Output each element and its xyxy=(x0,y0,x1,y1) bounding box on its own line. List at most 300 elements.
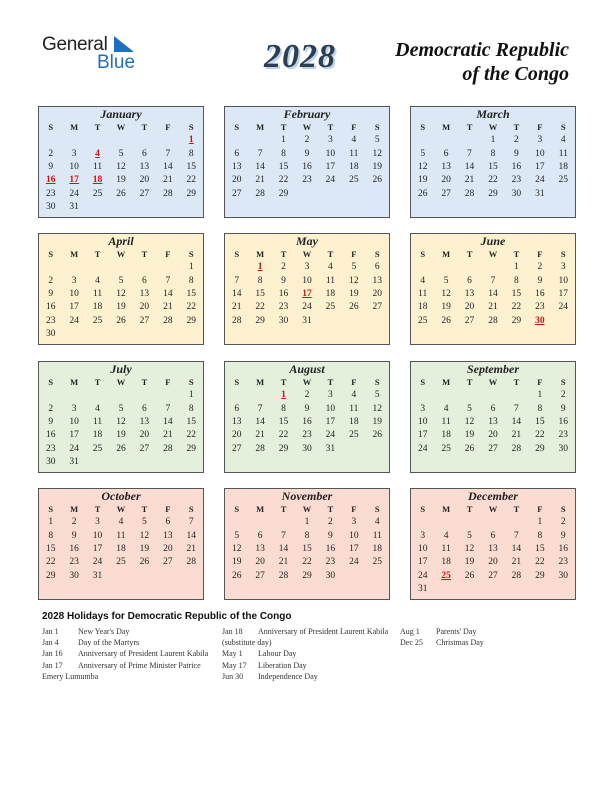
month-april xyxy=(38,233,204,345)
weekday-header: W xyxy=(488,377,498,387)
day-cell: 22 xyxy=(255,302,265,313)
day-cell: 7 xyxy=(188,517,194,528)
day-cell: 30 xyxy=(45,329,56,340)
day-cell: 18 xyxy=(92,430,103,441)
day-cell: 29 xyxy=(511,315,522,326)
day-cell: 19 xyxy=(116,175,126,186)
day-cell: 17 xyxy=(325,161,336,172)
day-cell: 3 xyxy=(71,275,77,286)
weekday-header: M xyxy=(256,504,265,514)
day-cell: 14 xyxy=(511,416,522,427)
weekday-header: W xyxy=(116,122,126,132)
weekday-header: M xyxy=(442,249,451,259)
day-cell: 3 xyxy=(328,135,333,146)
holiday-name: Labour Day xyxy=(258,649,297,659)
day-cell: 18 xyxy=(349,416,359,427)
day-cell: 1 xyxy=(48,517,54,528)
day-cell: 10 xyxy=(535,148,545,159)
day-cell: 28 xyxy=(163,188,173,199)
empty-cell xyxy=(552,188,575,201)
weekday-header: T xyxy=(327,122,334,132)
day-cell: 4 xyxy=(95,403,100,414)
day-cell: 2 xyxy=(537,262,543,273)
day-cell: 24 xyxy=(302,302,312,313)
day-cell: 16 xyxy=(45,430,56,441)
month-march xyxy=(410,106,576,218)
holiday-day-cell: 30 xyxy=(535,315,545,326)
day-cell: 9 xyxy=(281,275,286,286)
day-cell: 3 xyxy=(71,148,77,159)
day-cell: 11 xyxy=(116,530,126,541)
holiday-date: Dec 25 xyxy=(400,638,423,648)
day-cell: 7 xyxy=(234,275,240,286)
day-cell: 6 xyxy=(142,275,147,286)
weekday-header: S xyxy=(48,122,54,132)
day-cell: 22 xyxy=(535,430,545,441)
empty-cell xyxy=(434,583,457,596)
day-cell: 7 xyxy=(257,403,263,414)
day-cell: 20 xyxy=(372,288,383,299)
country-title: Democratic Republic of the Congo xyxy=(395,39,569,85)
empty-cell xyxy=(225,516,248,529)
day-cell: 11 xyxy=(325,275,335,286)
holiday-day-cell: 1 xyxy=(281,390,286,401)
day-cell: 1 xyxy=(514,262,519,273)
day-cell: 5 xyxy=(420,148,426,159)
weekday-header: S xyxy=(374,504,380,514)
day-cell: 19 xyxy=(116,302,126,313)
brand-logo xyxy=(42,34,142,74)
empty-cell xyxy=(272,516,295,529)
day-cell: 25 xyxy=(92,188,103,199)
empty-cell xyxy=(156,201,179,214)
day-cell: 10 xyxy=(69,161,79,172)
weekday-header: F xyxy=(537,122,543,132)
day-cell: 21 xyxy=(511,557,522,568)
day-cell: 31 xyxy=(69,202,79,213)
weekday-header: T xyxy=(466,377,473,387)
day-cell: 31 xyxy=(92,570,103,581)
day-cell: 30 xyxy=(278,315,289,326)
day-cell: 21 xyxy=(163,430,173,441)
weekday-header: F xyxy=(351,122,357,132)
day-cell: 22 xyxy=(302,557,312,568)
empty-cell xyxy=(528,583,551,596)
empty-cell xyxy=(458,134,481,147)
day-cell: 31 xyxy=(69,457,79,468)
weekday-header: T xyxy=(280,249,287,259)
holiday-name: Anniversary of President Laurent Kabila xyxy=(78,649,209,659)
holiday-entry xyxy=(222,671,392,682)
day-cell: 19 xyxy=(372,416,383,427)
day-cell: 8 xyxy=(188,148,194,159)
day-cell: 18 xyxy=(372,543,383,554)
day-cell: 25 xyxy=(349,430,359,441)
day-cell: 24 xyxy=(325,430,336,441)
empty-cell xyxy=(366,570,389,583)
weekday-header: M xyxy=(442,377,451,387)
day-cell: 2 xyxy=(304,390,310,401)
day-cell: 12 xyxy=(139,530,150,541)
day-cell: 10 xyxy=(417,416,428,427)
day-cell: 25 xyxy=(325,302,336,313)
day-cell: 5 xyxy=(142,517,147,528)
day-cell: 22 xyxy=(186,302,197,313)
day-cell: 30 xyxy=(302,443,312,454)
day-cell: 18 xyxy=(441,557,451,568)
holiday-day-cell: 25 xyxy=(441,570,451,581)
day-cell: 7 xyxy=(165,148,171,159)
weekday-header: T xyxy=(280,122,287,132)
day-cell: 27 xyxy=(372,302,383,313)
weekday-header: M xyxy=(70,122,79,132)
weekday-header: W xyxy=(116,249,126,259)
day-cell: 21 xyxy=(163,302,173,313)
day-cell: 12 xyxy=(372,148,383,159)
day-cell: 27 xyxy=(231,443,242,454)
day-cell: 4 xyxy=(328,262,333,273)
weekday-header: W xyxy=(488,249,498,259)
day-cell: 13 xyxy=(488,416,498,427)
day-cell: 23 xyxy=(558,557,569,568)
day-cell: 17 xyxy=(349,543,359,554)
weekday-header: W xyxy=(302,377,312,387)
day-cell: 8 xyxy=(490,148,496,159)
day-cell: 27 xyxy=(139,315,150,326)
weekday-header: W xyxy=(302,504,312,514)
day-cell: 10 xyxy=(92,530,103,541)
empty-cell xyxy=(481,261,504,274)
day-cell: 4 xyxy=(118,517,124,528)
weekday-header: F xyxy=(537,504,543,514)
month-title: January xyxy=(100,107,142,121)
day-cell: 15 xyxy=(535,416,545,427)
empty-cell xyxy=(411,389,434,402)
empty-cell xyxy=(248,134,271,147)
day-cell: 23 xyxy=(511,175,522,186)
weekday-header: S xyxy=(48,377,54,387)
holidays-column xyxy=(42,626,212,682)
day-cell: 5 xyxy=(443,275,449,286)
empty-cell xyxy=(133,261,156,274)
day-cell: 26 xyxy=(116,188,126,199)
day-cell: 28 xyxy=(278,570,289,581)
day-cell: 4 xyxy=(374,517,380,528)
day-cell: 21 xyxy=(488,302,498,313)
day-cell: 22 xyxy=(511,302,522,313)
empty-cell xyxy=(342,570,365,583)
day-cell: 24 xyxy=(69,188,79,199)
day-cell: 20 xyxy=(139,302,150,313)
day-cell: 6 xyxy=(443,148,449,159)
day-cell: 18 xyxy=(92,302,103,313)
day-cell: 12 xyxy=(464,416,475,427)
day-cell: 25 xyxy=(372,557,383,568)
day-cell: 8 xyxy=(281,403,286,414)
empty-cell xyxy=(86,389,109,402)
day-cell: 9 xyxy=(304,148,310,159)
weekday-header: S xyxy=(560,377,566,387)
day-cell: 30 xyxy=(558,570,569,581)
holiday-name: Parents' Day xyxy=(436,627,477,636)
empty-cell xyxy=(295,188,318,201)
day-cell: 10 xyxy=(349,530,359,541)
weekday-header: F xyxy=(537,377,543,387)
day-cell: 5 xyxy=(234,530,240,541)
day-cell: 7 xyxy=(514,403,519,414)
day-cell: 22 xyxy=(45,557,56,568)
day-cell: 10 xyxy=(417,543,428,554)
day-cell: 7 xyxy=(257,148,263,159)
empty-cell xyxy=(156,134,179,147)
day-cell: 6 xyxy=(490,403,496,414)
weekday-header: S xyxy=(560,122,566,132)
day-cell: 11 xyxy=(349,148,359,159)
day-cell: 27 xyxy=(488,443,498,454)
day-cell: 16 xyxy=(558,543,569,554)
day-cell: 26 xyxy=(372,175,383,186)
empty-cell xyxy=(248,516,271,529)
day-cell: 13 xyxy=(255,543,265,554)
day-cell: 5 xyxy=(467,403,472,414)
holiday-name: Independence Day xyxy=(258,671,318,681)
day-cell: 19 xyxy=(231,557,242,568)
holiday-date: Aug 1 xyxy=(400,627,420,636)
day-cell: 15 xyxy=(511,288,522,299)
day-cell: 12 xyxy=(116,416,126,427)
weekday-header: S xyxy=(234,249,240,259)
calendar-year: 2028 xyxy=(264,38,336,75)
day-cell: 2 xyxy=(560,517,566,528)
day-cell: 26 xyxy=(139,557,150,568)
day-cell: 12 xyxy=(417,161,428,172)
day-cell: 27 xyxy=(464,315,475,326)
holiday-entry xyxy=(42,660,212,682)
month-may xyxy=(224,233,390,345)
day-cell: 15 xyxy=(186,288,197,299)
day-cell: 17 xyxy=(417,557,428,568)
day-cell: 6 xyxy=(142,148,147,159)
day-cell: 6 xyxy=(165,517,171,528)
day-cell: 15 xyxy=(186,161,197,172)
day-cell: 27 xyxy=(139,188,150,199)
empty-cell xyxy=(248,389,271,402)
month-title: November xyxy=(281,489,333,503)
day-cell: 4 xyxy=(95,275,100,286)
holiday-date: Jan 17 xyxy=(42,660,63,670)
weekday-header: S xyxy=(188,122,194,132)
holiday-day-cell: 16 xyxy=(45,175,56,186)
day-cell: 17 xyxy=(92,543,103,554)
day-cell: 20 xyxy=(163,543,173,554)
day-cell: 28 xyxy=(488,315,498,326)
empty-cell xyxy=(458,261,481,274)
day-cell: 17 xyxy=(69,302,79,313)
day-cell: 8 xyxy=(281,148,286,159)
day-cell: 21 xyxy=(255,175,265,186)
empty-cell xyxy=(109,134,132,147)
day-cell: 20 xyxy=(464,302,475,313)
weekday-header: M xyxy=(70,377,79,387)
day-cell: 29 xyxy=(45,570,56,581)
day-cell: 23 xyxy=(278,302,289,313)
day-cell: 19 xyxy=(372,161,383,172)
weekday-header: T xyxy=(94,122,101,132)
day-cell: 18 xyxy=(349,161,359,172)
month-august xyxy=(224,361,390,473)
day-cell: 6 xyxy=(234,403,240,414)
holiday-day-cell: 18 xyxy=(92,175,103,186)
weekday-header: S xyxy=(234,122,240,132)
holiday-date: Jun 30 xyxy=(222,671,244,681)
day-cell: 11 xyxy=(92,288,103,299)
empty-cell xyxy=(133,201,156,214)
day-cell: 5 xyxy=(118,275,124,286)
weekday-header: S xyxy=(560,249,566,259)
day-cell: 26 xyxy=(116,315,126,326)
day-cell: 14 xyxy=(163,161,173,172)
day-cell: 19 xyxy=(349,288,359,299)
month-january xyxy=(38,106,204,218)
day-cell: 7 xyxy=(165,403,171,414)
day-cell: 2 xyxy=(514,135,519,146)
day-cell: 12 xyxy=(372,403,383,414)
day-cell: 19 xyxy=(441,302,451,313)
weekday-header: S xyxy=(234,377,240,387)
holiday-day-cell: 17 xyxy=(302,288,312,299)
weekday-header: T xyxy=(327,249,334,259)
day-cell: 16 xyxy=(558,416,569,427)
day-cell: 10 xyxy=(302,275,312,286)
day-cell: 11 xyxy=(441,416,451,427)
weekday-header: W xyxy=(302,122,312,132)
day-cell: 9 xyxy=(71,530,77,541)
day-cell: 5 xyxy=(374,135,380,146)
day-cell: 4 xyxy=(420,275,426,286)
day-cell: 5 xyxy=(374,390,380,401)
empty-cell xyxy=(225,261,248,274)
day-cell: 13 xyxy=(231,161,242,172)
day-cell: 14 xyxy=(255,416,265,427)
day-cell: 3 xyxy=(351,517,357,528)
month-title: June xyxy=(480,234,506,248)
month-title: October xyxy=(101,489,141,503)
day-cell: 22 xyxy=(535,557,545,568)
day-cell: 5 xyxy=(467,530,472,541)
weekday-header: T xyxy=(466,504,473,514)
day-cell: 28 xyxy=(231,315,242,326)
day-cell: 10 xyxy=(69,288,79,299)
day-cell: 18 xyxy=(325,288,336,299)
empty-cell xyxy=(180,570,203,583)
day-cell: 1 xyxy=(304,517,310,528)
day-cell: 30 xyxy=(511,188,522,199)
empty-cell xyxy=(319,188,342,201)
day-cell: 3 xyxy=(537,135,543,146)
month-july xyxy=(38,361,204,473)
day-cell: 19 xyxy=(417,175,428,186)
day-cell: 4 xyxy=(443,530,449,541)
day-cell: 2 xyxy=(281,262,286,273)
day-cell: 5 xyxy=(118,148,124,159)
month-december xyxy=(410,488,576,600)
weekday-header: W xyxy=(488,122,498,132)
day-cell: 7 xyxy=(490,275,496,286)
day-cell: 1 xyxy=(188,262,194,273)
holidays-title: 2028 Holidays for Democratic Republic of the Congo xyxy=(42,611,292,622)
day-cell: 3 xyxy=(95,517,100,528)
weekday-header: W xyxy=(488,504,498,514)
weekday-header: S xyxy=(420,377,426,387)
holiday-day-cell: 1 xyxy=(188,135,194,146)
weekday-header: T xyxy=(94,504,101,514)
day-cell: 3 xyxy=(328,390,333,401)
day-cell: 9 xyxy=(560,403,566,414)
day-cell: 24 xyxy=(535,175,545,186)
empty-cell xyxy=(481,389,504,402)
day-cell: 14 xyxy=(464,161,475,172)
holiday-name: Day of the Martyrs xyxy=(78,638,140,648)
empty-cell xyxy=(39,389,62,402)
day-cell: 15 xyxy=(535,543,545,554)
day-cell: 2 xyxy=(48,275,54,286)
day-cell: 29 xyxy=(278,188,289,199)
day-cell: 6 xyxy=(257,530,263,541)
empty-cell xyxy=(366,443,389,456)
empty-cell xyxy=(225,134,248,147)
day-cell: 17 xyxy=(69,430,79,441)
day-cell: 26 xyxy=(231,570,242,581)
day-cell: 8 xyxy=(537,530,543,541)
day-cell: 9 xyxy=(560,530,566,541)
day-cell: 13 xyxy=(139,161,150,172)
day-cell: 24 xyxy=(558,302,569,313)
empty-cell xyxy=(62,261,85,274)
day-cell: 16 xyxy=(278,288,289,299)
day-cell: 11 xyxy=(558,148,568,159)
empty-cell xyxy=(39,134,62,147)
month-october xyxy=(38,488,204,600)
empty-cell xyxy=(225,389,248,402)
day-cell: 30 xyxy=(45,457,56,468)
day-cell: 14 xyxy=(511,543,522,554)
empty-cell xyxy=(552,583,575,596)
empty-cell xyxy=(434,261,457,274)
empty-cell xyxy=(109,328,132,341)
weekday-header: W xyxy=(116,377,126,387)
empty-cell xyxy=(505,583,528,596)
month-title: April xyxy=(108,234,134,248)
empty-cell xyxy=(434,134,457,147)
day-cell: 4 xyxy=(560,135,566,146)
day-cell: 29 xyxy=(535,443,545,454)
month-title: May xyxy=(296,234,318,248)
day-cell: 16 xyxy=(302,416,312,427)
day-cell: 14 xyxy=(255,161,265,172)
empty-cell xyxy=(133,389,156,402)
holiday-entry xyxy=(222,660,392,671)
day-cell: 9 xyxy=(514,148,519,159)
day-cell: 19 xyxy=(464,557,475,568)
weekday-header: W xyxy=(116,504,126,514)
logo-text-blue: Blue xyxy=(97,52,136,73)
weekday-header: F xyxy=(351,377,357,387)
weekday-header: F xyxy=(165,122,171,132)
weekday-header: S xyxy=(420,504,426,514)
day-cell: 2 xyxy=(71,517,77,528)
empty-cell xyxy=(62,134,85,147)
weekday-header: S xyxy=(560,504,566,514)
